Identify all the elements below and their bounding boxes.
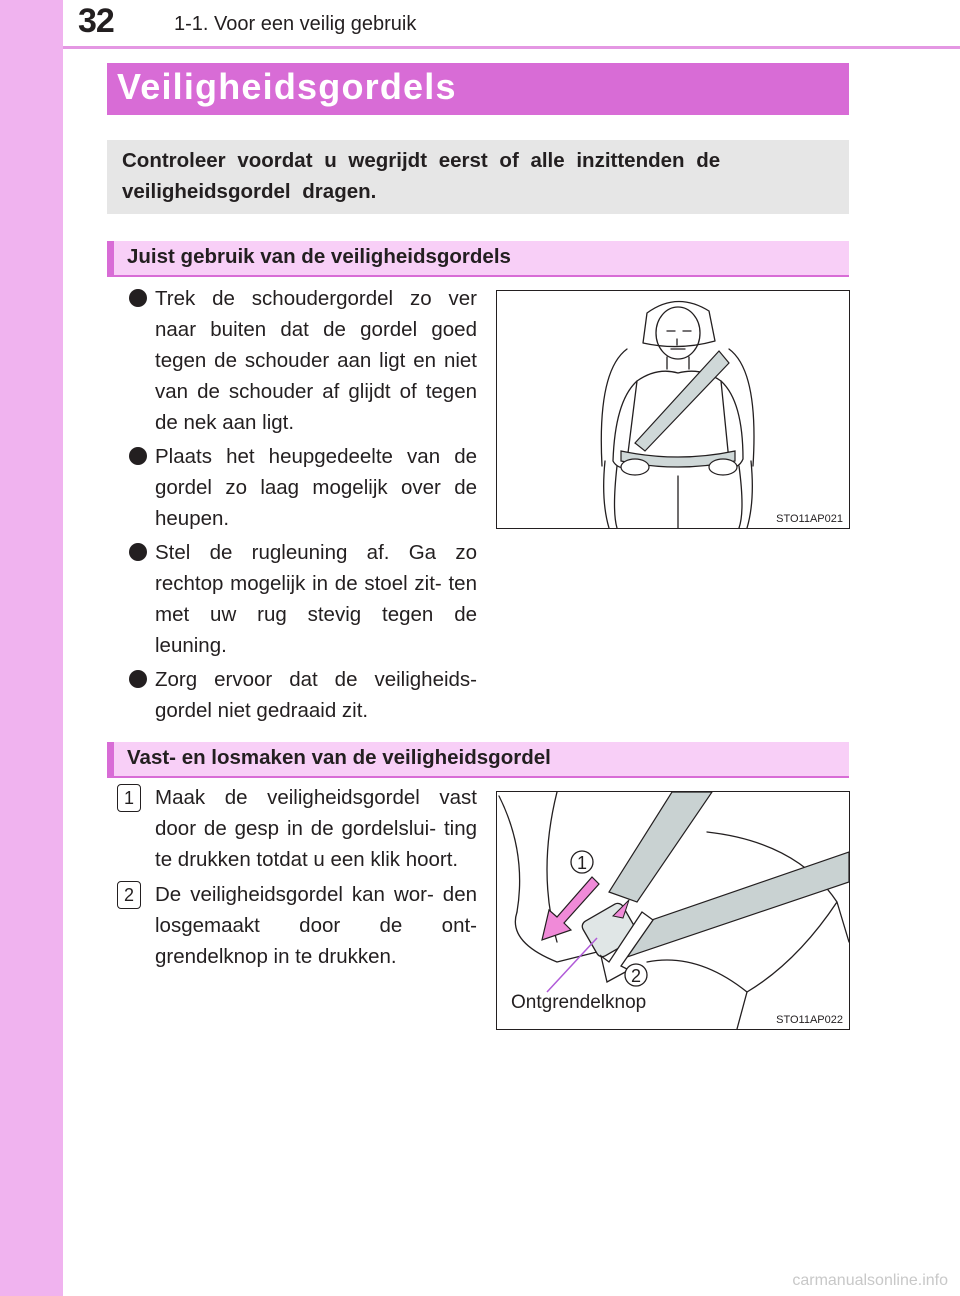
figure-code: STO11AP022 (776, 1014, 843, 1026)
bullet-icon (129, 543, 147, 561)
bullet-text: Trek de schoudergordel zo ver naar buiten dat de gordel goed tegen de schouder aan ligt en niet van de schouder af glijdt of tegen de nek aan ligt. (155, 287, 477, 434)
list-item (117, 879, 477, 972)
bullet-icon (129, 447, 147, 465)
bullet-icon (129, 289, 147, 307)
section-heading-fasten-release (107, 742, 849, 778)
figure-code: STO11AP021 (776, 513, 843, 525)
bullet-icon (129, 670, 147, 688)
seated-passenger-illustration (497, 291, 849, 528)
bullet-text: Stel de rugleuning af. Ga zo rechtop mogelijk in de stoel zit- ten met uw rug stevig tegen de leuning. (155, 541, 477, 657)
list-item (127, 664, 477, 726)
intro-box (107, 140, 849, 214)
list-item (117, 782, 477, 875)
step-list (117, 782, 477, 976)
section-title: Vast- en losmaken van de veiligheidsgordel (127, 746, 551, 769)
section-title: Juist gebruik van de veiligheidsgordels (127, 245, 511, 268)
step-number: 1 (117, 784, 141, 812)
callout-2: 2 (630, 966, 642, 986)
section-heading-correct-use (107, 241, 849, 277)
list-item (127, 283, 477, 438)
figure-buckle (496, 791, 850, 1030)
bullet-list (127, 283, 477, 729)
watermark: carmanualsonline.info (792, 1272, 948, 1289)
figure-label-release-button: Ontgrendelknop (511, 992, 647, 1013)
running-head: 1-1. Voor een veilig gebruik (174, 13, 417, 35)
callout-1: 1 (576, 853, 588, 873)
header-rule (63, 46, 960, 49)
step-text: Maak de veiligheidsgordel vast door de gesp in de gordelslui- ting te drukken totdat u een klik hoort. (155, 786, 477, 871)
intro-text: Controleer voordat u wegrijdt eerst of alle inzittenden de veiligheidsgordel dragen. (122, 149, 721, 203)
bullet-text: Zorg ervoor dat de veiligheids- gordel niet gedraaid zit. (155, 668, 477, 722)
step-number: 2 (117, 881, 141, 909)
figure-seated-passenger (496, 290, 850, 529)
page-number: 32 (78, 2, 114, 40)
bullet-text: Plaats het heupgedeelte van de gordel zo laag mogelijk over de heupen. (155, 445, 477, 530)
list-item (127, 441, 477, 534)
title-bar (107, 63, 849, 115)
side-color-strip (0, 0, 63, 1296)
step-text: De veiligheidsgordel kan wor- den losgemaakt door de ont- grendelknop in te drukken. (155, 883, 477, 968)
list-item (127, 537, 477, 661)
page-title: Veiligheidsgordels (117, 66, 457, 107)
